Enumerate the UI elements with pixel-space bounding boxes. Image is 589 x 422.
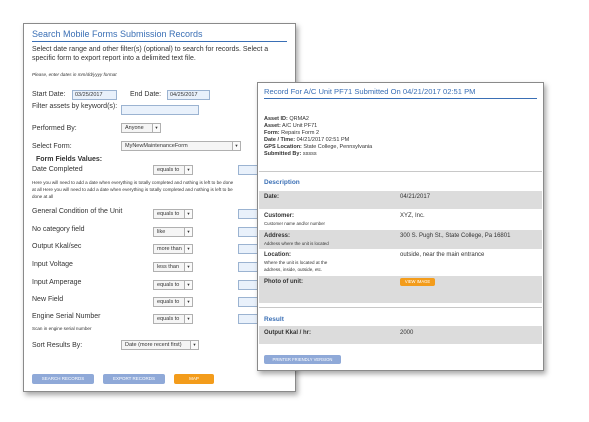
chevron-down-icon: ▼ [184,298,192,306]
search-panel-title: Search Mobile Forms Submission Records [32,29,203,39]
export-records-button[interactable]: EXPORT RECORDS [103,374,165,384]
field-operator-select[interactable] [153,165,193,175]
sort-results-label: Sort Results By: [32,342,83,349]
field-operator-value: like [157,229,166,235]
field-label-output-kkal: Output Kkal/sec [32,243,82,250]
form-fields-heading: Form Fields Values: [36,156,103,163]
performed-by-label: Performed By: [32,125,77,132]
field-label-no-category: No category field [32,226,85,233]
field-operator-select[interactable] [153,280,193,290]
map-button[interactable]: MAP [174,374,214,384]
chevron-down-icon: ▼ [152,124,160,132]
row-value-location: outside, near the main entrance [400,252,485,258]
chevron-down-icon: ▼ [184,281,192,289]
search-intro-text: Select date range and other filter(s) (optional) to search for records. Select a specific form to export report into a delimited text file. [32,46,269,62]
field-operator-value: more than [157,246,182,252]
field-operator-select[interactable] [153,314,193,324]
row-value-date: 04/21/2017 [400,194,431,200]
title-divider [32,41,287,42]
field-operator-value: equals to [157,299,180,305]
sort-results-value: Date (more recent first) [125,342,182,348]
row-value-customer: XYZ, Inc. [400,213,425,219]
field-operator-select[interactable] [153,244,193,254]
start-date-input[interactable]: 03/25/2017 [72,90,117,100]
record-meta [264,116,372,158]
section-divider [259,171,542,172]
date-format-hint: Please, enter dates in mm/dd/yyyy format [32,72,117,77]
field-operator-value: equals to [157,282,180,288]
row-value-output-kkal: 2000 [400,330,414,336]
row-note-location: Where the unit is located at the address, inside, outside, etc. [264,260,328,272]
chevron-down-icon: ▼ [184,263,192,271]
meta-form: Form: Repairs Form 2 [264,130,320,136]
row-note-customer: Customer name and/or number [264,221,326,226]
select-form-label: Select Form: [32,143,72,150]
title-divider [264,98,537,99]
meta-asset-id: Asset ID: QRMA2 [264,116,309,122]
row-label-address: Address: [264,233,291,239]
sort-results-select[interactable] [121,340,199,350]
field-label-input-voltage: Input Voltage [32,261,73,268]
field-operator-value: equals to [157,316,180,322]
field-operator-select[interactable] [153,297,193,307]
field-operator-value: equals to [157,211,180,217]
meta-submitted-by: Submitted By: sssss [264,151,317,157]
row-value-address: 300 S. Pugh St., State College, Pa 16801 [400,233,511,239]
field-operator-select[interactable] [153,227,193,237]
field-label-input-amperage: Input Amperage [32,279,82,286]
chevron-down-icon: ▼ [232,142,240,150]
performed-by-select[interactable] [121,123,161,133]
row-label-customer: Customer: [264,213,295,219]
chevron-down-icon: ▼ [184,210,192,218]
select-form-dropdown[interactable] [121,141,241,151]
row-note-address: Address where the unit is located [264,241,329,246]
end-date-label: End Date: [130,91,162,98]
keyword-filter-label: Filter assets by keyword(s): [32,103,118,110]
performed-by-value: Anyone [125,125,144,131]
section-divider [259,307,542,308]
meta-date-time: Date / Time: 04/21/2017 02:51 PM [264,137,350,143]
field-operator-value: less than [157,264,180,270]
field-operator-value: equals to [157,167,180,173]
chevron-down-icon: ▼ [190,341,198,349]
view-image-button[interactable]: VIEW IMAGE [400,278,435,286]
field-operator-select[interactable] [153,262,193,272]
field-label-engine-serial: Engine Serial Number [32,313,101,320]
field-label-general-condition: General Condition of the Unit [32,208,123,215]
chevron-down-icon: ▼ [184,245,192,253]
keyword-filter-input[interactable] [121,105,199,115]
record-detail-panel [257,82,544,371]
search-records-button[interactable]: SEARCH RECORDS [32,374,94,384]
start-date-label: Start Date: [32,91,66,98]
end-date-input[interactable]: 04/25/2017 [167,90,210,100]
chevron-down-icon: ▼ [184,166,192,174]
search-records-panel [23,23,296,392]
chevron-down-icon: ▼ [184,315,192,323]
field-label-new-field: New Field [32,296,64,303]
row-label-location: Location: [264,252,291,258]
meta-gps-location: GPS Location: State College, Pennsylvania [264,144,373,150]
result-heading: Result [264,316,284,323]
row-label-output-kkal: Output Kkal / hr: [264,330,311,336]
chevron-down-icon: ▼ [184,228,192,236]
printer-friendly-button[interactable]: PRINTER FRIENDLY VERSION [264,355,341,364]
record-panel-title: Record For A/C Unit PF71 Submitted On 04/21/2017 02:51 PM [264,87,476,96]
row-label-photo: Photo of unit: [264,279,303,285]
field-note-date-completed: Here you will need to add a date when everything is totally completed and nothing is left to be done at all Here you will need to add a date when everything is totally completed and nothing is left to be done at all [32,180,234,199]
field-operator-select[interactable] [153,209,193,219]
row-label-date: Date: [264,194,280,200]
field-note-engine-serial: Scan in engine serial number [32,326,92,331]
description-heading: Description [264,179,300,186]
meta-asset: Asset: A/C Unit PF71 [264,123,318,129]
select-form-value: MyNewMaintenanceForm [125,143,188,149]
field-label-date-completed: Date Completed [32,166,83,173]
